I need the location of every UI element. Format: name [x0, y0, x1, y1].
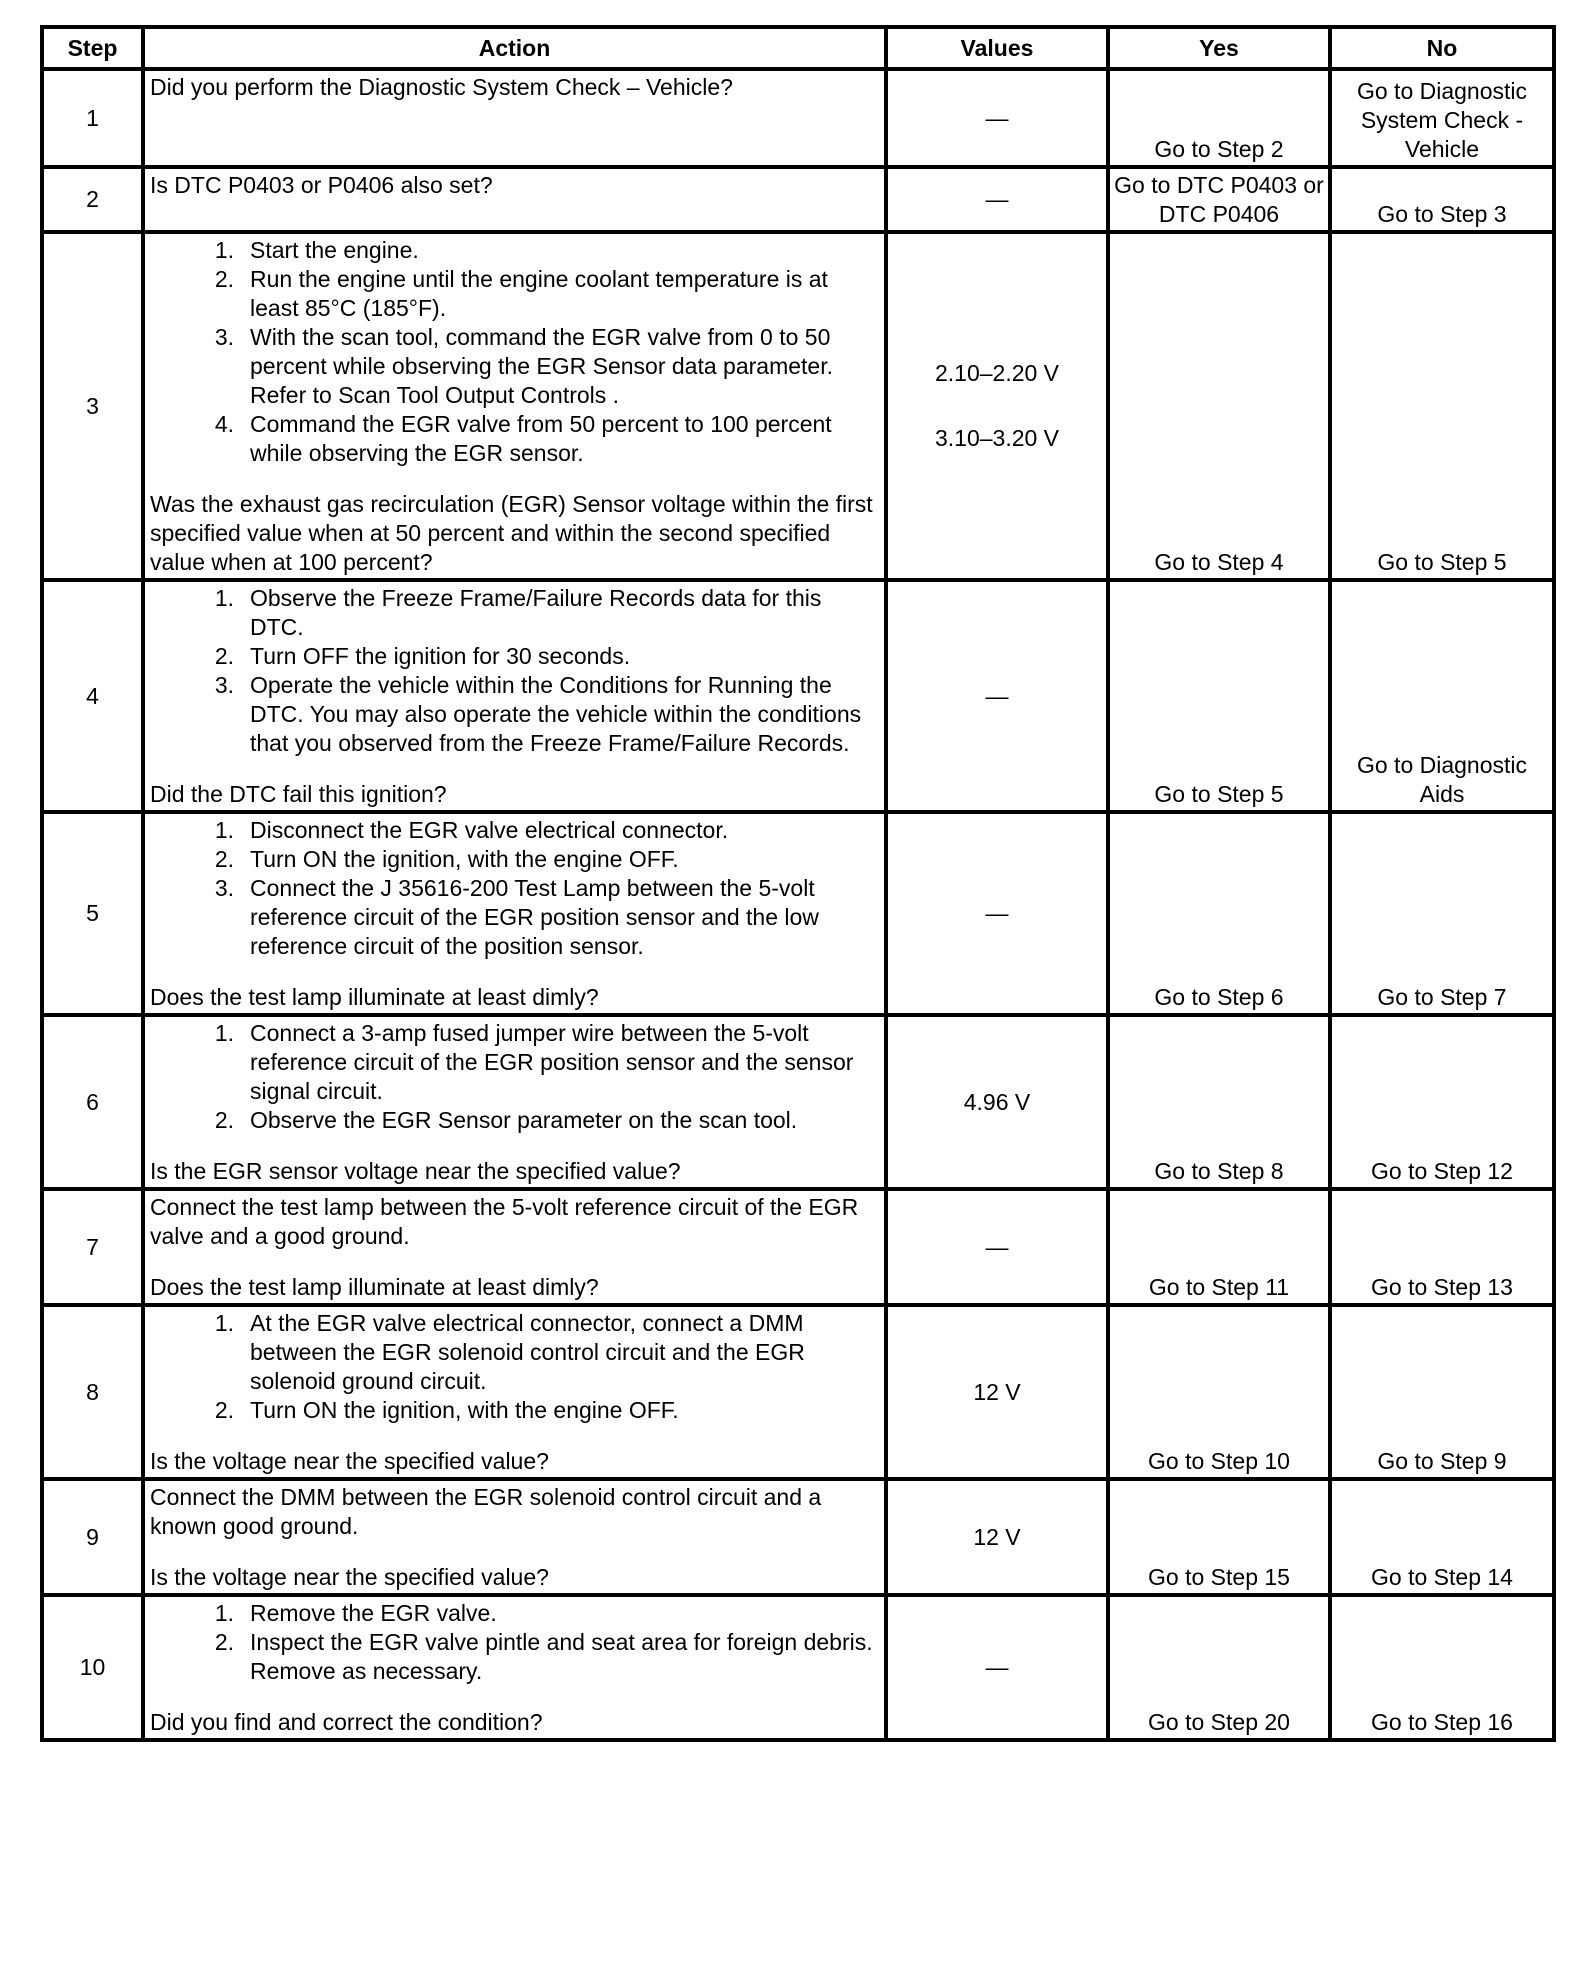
- yes-cell: Go to Step 11: [1108, 1189, 1330, 1305]
- action-content: [150, 1309, 880, 1476]
- item-number: 2.: [214, 1107, 234, 1133]
- table-row: [42, 232, 1554, 580]
- step-number: 3: [42, 232, 143, 580]
- item-number: 2.: [214, 1629, 234, 1655]
- action-question: Does the test lamp illuminate at least dimly?: [150, 984, 599, 1010]
- values-cell: [886, 232, 1108, 580]
- action-instructions: [150, 1483, 880, 1541]
- step-number: 8: [42, 1305, 143, 1479]
- step-number: 10: [42, 1595, 143, 1740]
- spec-value: —: [985, 682, 1009, 709]
- values-cell: [886, 1479, 1108, 1595]
- item-text: With the scan tool, command the EGR valve from 0 to 50 percent while observing the EGR Sensor data parameter. Refer to Scan Tool Output Controls .: [250, 324, 833, 408]
- yes-cell: Go to Step 6: [1108, 812, 1330, 1015]
- item-number: 1.: [214, 817, 234, 843]
- yes-cell: Go to Step 4: [1108, 232, 1330, 580]
- action-cell: [143, 812, 886, 1015]
- table-row: [42, 167, 1554, 232]
- action-step-item: [150, 1019, 880, 1106]
- action-step-item: [150, 845, 880, 874]
- no-cell: Go to Step 14: [1330, 1479, 1554, 1595]
- action-content: [150, 1483, 880, 1592]
- action-instructions: [150, 1599, 880, 1686]
- action-content: [150, 1193, 880, 1302]
- action-instructions: [150, 73, 880, 102]
- action-question: Is the EGR sensor voltage near the specified value?: [150, 1158, 681, 1184]
- yes-cell: Go to Step 8: [1108, 1015, 1330, 1189]
- action-step-item: [150, 1628, 880, 1686]
- header-row: [42, 27, 1554, 69]
- action-question: Was the exhaust gas recirculation (EGR) Sensor voltage within the first specified value when at 50 percent and within the second specified value when at 100 percent?: [150, 491, 873, 575]
- table-row: [42, 69, 1554, 167]
- spec-value: 4.96 V: [963, 1088, 1031, 1115]
- values-cell: [886, 580, 1108, 812]
- spec-value: 12 V: [973, 1378, 1021, 1405]
- item-text: Start the engine.: [250, 237, 419, 263]
- action-cell: [143, 580, 886, 812]
- item-number: 3.: [214, 875, 234, 901]
- yes-cell: Go to Step 20: [1108, 1595, 1330, 1740]
- action-text: Did you perform the Diagnostic System Check – Vehicle?: [150, 74, 733, 100]
- action-step-item: [150, 323, 880, 410]
- header-values: Values: [886, 27, 1108, 69]
- values-cell: [886, 167, 1108, 232]
- action-step-item: [150, 410, 880, 468]
- yes-cell: Go to Step 15: [1108, 1479, 1330, 1595]
- spec-value: —: [985, 900, 1009, 926]
- table-row: [42, 1595, 1554, 1740]
- action-question: Did the DTC fail this ignition?: [150, 781, 447, 807]
- action-instructions: [150, 1193, 880, 1251]
- action-steps-list: [150, 584, 880, 758]
- item-text: Inspect the EGR valve pintle and seat area for foreign debris. Remove as necessary.: [250, 1629, 873, 1684]
- action-content: [150, 584, 880, 809]
- values-cell: [886, 1015, 1108, 1189]
- action-content: [150, 236, 880, 577]
- spec-value: —: [985, 186, 1009, 212]
- action-step-item: [150, 816, 880, 845]
- action-cell: [143, 1189, 886, 1305]
- item-text: Command the EGR valve from 50 percent to 100 percent while observing the EGR sensor.: [250, 411, 832, 466]
- action-instructions: [150, 171, 880, 200]
- values-cell: [886, 1189, 1108, 1305]
- values-cell: [886, 1595, 1108, 1740]
- no-cell: Go to Step 16: [1330, 1595, 1554, 1740]
- step-number: 5: [42, 812, 143, 1015]
- header-yes: Yes: [1108, 27, 1330, 69]
- step-number: 1: [42, 69, 143, 167]
- action-step-item: [150, 1599, 880, 1628]
- action-content: [150, 1599, 880, 1737]
- action-question: Is the voltage near the specified value?: [150, 1448, 549, 1474]
- no-cell: Go to Step 13: [1330, 1189, 1554, 1305]
- item-text: Turn ON the ignition, with the engine OFF.: [250, 1397, 679, 1423]
- action-content: [150, 73, 880, 160]
- item-number: 1.: [214, 1310, 234, 1336]
- step-number: 7: [42, 1189, 143, 1305]
- item-number: 2.: [214, 846, 234, 872]
- values-cell: [886, 69, 1108, 167]
- action-content: [150, 171, 880, 215]
- yes-cell: Go to Step 5: [1108, 580, 1330, 812]
- action-instructions: [150, 584, 880, 758]
- no-cell: Go to Step 5: [1330, 232, 1554, 580]
- action-step-item: [150, 1106, 880, 1135]
- step-number: 9: [42, 1479, 143, 1595]
- action-step-item: [150, 874, 880, 961]
- item-text: Connect the J 35616-200 Test Lamp between the 5-volt reference circuit of the EGR position sensor and the low reference circuit of the position sensor.: [250, 875, 819, 959]
- no-cell: Go to Step 7: [1330, 812, 1554, 1015]
- item-number: 3.: [214, 672, 234, 698]
- action-cell: [143, 1305, 886, 1479]
- item-text: Disconnect the EGR valve electrical connector.: [250, 817, 729, 843]
- header-action: Action: [143, 27, 886, 69]
- action-instructions: [150, 1019, 880, 1135]
- action-content: [150, 816, 880, 1012]
- table-row: [42, 580, 1554, 812]
- item-number: 2.: [214, 266, 234, 292]
- action-cell: [143, 232, 886, 580]
- no-cell: Go to Diagnostic Aids: [1330, 580, 1554, 812]
- action-step-item: [150, 265, 880, 323]
- step-number: 6: [42, 1015, 143, 1189]
- item-number: 1.: [214, 237, 234, 263]
- values-cell: [886, 812, 1108, 1015]
- header-step: Step: [42, 27, 143, 69]
- item-text: Turn OFF the ignition for 30 seconds.: [250, 643, 631, 669]
- item-text: Turn ON the ignition, with the engine OFF.: [250, 846, 679, 872]
- item-text: Remove the EGR valve.: [250, 1600, 497, 1626]
- action-instructions: [150, 1309, 880, 1425]
- spec-value: —: [985, 1233, 1009, 1260]
- table-row: [42, 1479, 1554, 1595]
- item-number: 1.: [214, 585, 234, 611]
- action-instructions: [150, 236, 880, 468]
- table-row: [42, 1305, 1554, 1479]
- item-number: 2.: [214, 1397, 234, 1423]
- action-content: [150, 1019, 880, 1186]
- action-steps-list: [150, 816, 880, 961]
- no-cell: Go to Step 9: [1330, 1305, 1554, 1479]
- table-row: [42, 1189, 1554, 1305]
- item-text: Operate the vehicle within the Conditions for Running the DTC. You may also operate the vehicle within the conditions that you observed from the Freeze Frame/Failure Records.: [250, 672, 862, 756]
- table-row: [42, 1015, 1554, 1189]
- yes-cell: Go to Step 10: [1108, 1305, 1330, 1479]
- action-cell: [143, 1479, 886, 1595]
- action-cell: [143, 1015, 886, 1189]
- action-step-item: [150, 1309, 880, 1396]
- spec-value: —: [985, 1654, 1009, 1680]
- action-cell: [143, 167, 886, 232]
- action-text: Connect the DMM between the EGR solenoid control circuit and a known good ground.: [150, 1484, 822, 1539]
- action-steps-list: [150, 1599, 880, 1686]
- item-text: Connect a 3-amp fused jumper wire between the 5-volt reference circuit of the EGR position sensor and the sensor signal circuit.: [250, 1020, 854, 1104]
- item-number: 2.: [214, 643, 234, 669]
- spec-value: —: [985, 104, 1009, 131]
- action-question: Did you find and correct the condition?: [150, 1709, 543, 1735]
- no-cell: Go to Step 3: [1330, 167, 1554, 232]
- values-cell: [886, 1305, 1108, 1479]
- item-number: 1.: [214, 1020, 234, 1046]
- item-text: Run the engine until the engine coolant temperature is at least 85°C (185°F).: [250, 266, 828, 321]
- action-step-item: [150, 584, 880, 642]
- action-cell: [143, 69, 886, 167]
- action-step-item: [150, 671, 880, 758]
- action-cell: [143, 1595, 886, 1740]
- action-instructions: [150, 816, 880, 961]
- step-number: 4: [42, 580, 143, 812]
- action-steps-list: [150, 1309, 880, 1425]
- action-steps-list: [150, 1019, 880, 1135]
- action-steps-list: [150, 236, 880, 468]
- item-text: Observe the Freeze Frame/Failure Records data for this DTC.: [250, 585, 822, 640]
- action-step-item: [150, 642, 880, 671]
- yes-cell: Go to Step 2: [1108, 69, 1330, 167]
- spec-value: 12 V: [973, 1523, 1021, 1550]
- diagnostic-table: [40, 25, 1556, 1742]
- yes-cell: Go to DTC P0403 or DTC P0406: [1108, 167, 1330, 232]
- step-number: 2: [42, 167, 143, 232]
- action-text: Is DTC P0403 or P0406 also set?: [150, 172, 493, 198]
- item-number: 1.: [214, 1600, 234, 1626]
- action-step-item: [150, 1396, 880, 1425]
- table-row: [42, 812, 1554, 1015]
- no-cell: Go to Step 12: [1330, 1015, 1554, 1189]
- action-step-item: [150, 236, 880, 265]
- item-number: 3.: [214, 324, 234, 350]
- item-text: At the EGR valve electrical connector, connect a DMM between the EGR solenoid control circuit and the EGR solenoid ground circuit.: [250, 1310, 805, 1394]
- action-question: Is the voltage near the specified value?: [150, 1564, 549, 1590]
- action-text: Connect the test lamp between the 5-volt reference circuit of the EGR valve and a good ground.: [150, 1194, 859, 1249]
- item-number: 4.: [214, 411, 234, 437]
- header-no: No: [1330, 27, 1554, 69]
- no-cell: Go to Diagnostic System Check - Vehicle: [1330, 69, 1554, 167]
- spec-value: 3.10–3.20 V: [934, 425, 1060, 451]
- item-text: Observe the EGR Sensor parameter on the scan tool.: [250, 1107, 798, 1133]
- action-question: Does the test lamp illuminate at least dimly?: [150, 1274, 599, 1300]
- spec-value: 2.10–2.20 V: [934, 360, 1060, 386]
